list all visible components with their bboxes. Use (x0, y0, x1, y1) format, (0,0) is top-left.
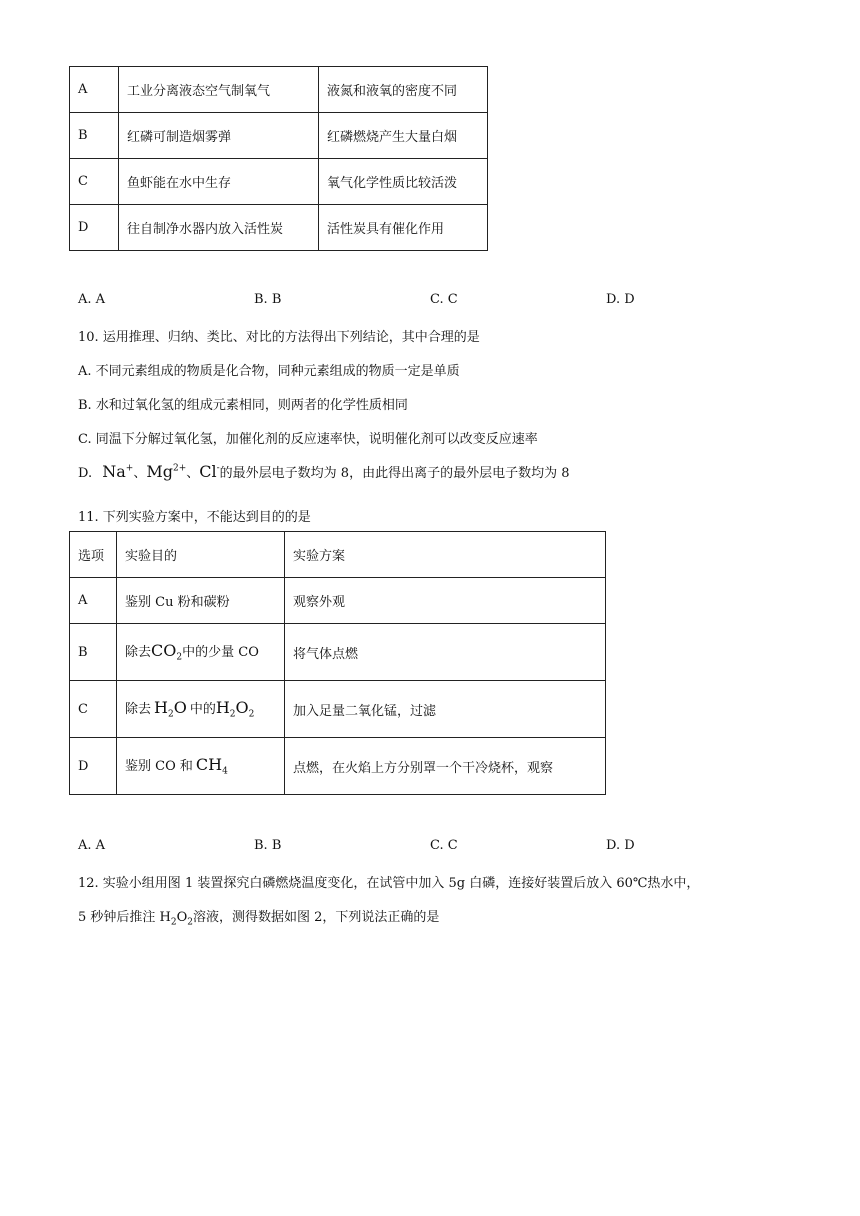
formula-subscript: 2 (187, 917, 194, 928)
row-plan: 点燃，在火焰上方分别罩一个干冷烧杯，观察 (285, 738, 606, 795)
q12-stem-line1: 12. 实验小组用图 1 装置探究白磷燃烧温度变化，在试管中加入 5g 白磷，连接好装置后放入 60℃热水中， (78, 876, 700, 891)
table-row (70, 624, 606, 681)
row-letter: A (70, 67, 119, 113)
goal-text: 鉴别 CO 和 (125, 759, 193, 775)
q9-options (78, 292, 778, 312)
formula-subscript: 2 (248, 709, 255, 720)
q11-table (69, 531, 606, 795)
formula-h2o2: H (215, 698, 230, 718)
formula-h2o2-o: O (235, 698, 249, 718)
q10-option-c[interactable]: C. 同温下分解过氧化氢，加催化剂的反应速率快，说明催化剂可以改变反应速率 (78, 432, 538, 447)
option-d[interactable]: D. D (606, 838, 635, 853)
goal-text: 除去 (125, 702, 152, 718)
row-plan: 将气体点燃 (285, 624, 606, 681)
row-letter: A (70, 578, 117, 624)
ion-cl (199, 462, 219, 481)
separator: 、 (186, 466, 200, 481)
row-goal (117, 624, 285, 681)
formula-h2o-o: O (173, 698, 187, 718)
row-plan: 观察外观 (285, 578, 606, 624)
table-row (70, 681, 606, 738)
goal-text: 中的少量 CO (182, 645, 259, 661)
table-row (70, 159, 488, 205)
ion-mg-charge: 2+ (172, 463, 187, 474)
row-goal: 鉴别 Cu 粉和碳粉 (117, 578, 285, 624)
stem-text: 溶液，测得数据如图 2，下列说法正确的是 (193, 910, 440, 925)
header-goal: 实验目的 (117, 532, 285, 578)
q11-stem: 11. 下列实验方案中，不能达到目的的是 (78, 510, 311, 525)
row-letter: D (70, 205, 119, 251)
row-reason: 氧气化学性质比较活泼 (319, 159, 488, 205)
ion-cl-charge: - (216, 463, 220, 474)
stem-text: O (176, 910, 188, 925)
table-row (70, 738, 606, 795)
table-row (70, 205, 488, 251)
row-fact: 红磷可制造烟雾弹 (119, 113, 319, 159)
q9-table (69, 66, 488, 251)
header-plan: 实验方案 (285, 532, 606, 578)
option-b[interactable]: B. B (254, 838, 282, 853)
row-letter: C (70, 681, 117, 738)
q10-option-b[interactable]: B. 水和过氧化氢的组成元素相同，则两者的化学性质相同 (78, 398, 408, 413)
formula-subscript: 2 (176, 652, 183, 663)
option-d[interactable]: D. D (606, 292, 635, 307)
option-a[interactable]: A. A (78, 292, 106, 307)
q10-stem: 10. 运用推理、归纳、类比、对比的方法得出下列结论，其中合理的是 (78, 330, 480, 345)
table-row (70, 113, 488, 159)
row-reason: 红磷燃烧产生大量白烟 (319, 113, 488, 159)
row-plan: 加入足量二氧化锰，过滤 (285, 681, 606, 738)
q10-option-a[interactable]: A. 不同元素组成的物质是化合物，同种元素组成的物质一定是单质 (78, 364, 460, 379)
option-b[interactable]: B. B (254, 292, 282, 307)
table-row (70, 578, 606, 624)
stem-text: 5 秒钟后推注 H (78, 910, 171, 925)
formula-subscript: 2 (170, 917, 177, 928)
formula-subscript: 2 (229, 709, 236, 720)
q10-option-d[interactable] (78, 462, 569, 481)
header-option: 选项 (70, 532, 117, 578)
table-header-row (70, 532, 606, 578)
formula-ch4: CH (195, 755, 223, 775)
row-goal (117, 681, 285, 738)
goal-text: 中的 (189, 702, 216, 718)
formula-subscript: 2 (167, 709, 174, 720)
formula-subscript: 4 (222, 766, 228, 777)
ion-na-charge: + (125, 463, 134, 474)
row-fact: 往自制净水器内放入活性炭 (119, 205, 319, 251)
formula-h2o: H (154, 698, 168, 718)
row-reason: 活性炭具有催化作用 (319, 205, 488, 251)
option-d-prefix: D. (78, 466, 93, 481)
ion-na-symbol: Na (102, 462, 126, 481)
row-letter: B (70, 113, 119, 159)
row-letter: B (70, 624, 117, 681)
option-c[interactable]: C. C (430, 292, 458, 307)
row-goal (117, 738, 285, 795)
q11-options (78, 838, 778, 858)
ion-na (102, 462, 133, 481)
formula-co2: CO (151, 641, 177, 661)
row-letter: C (70, 159, 119, 205)
row-reason: 液氮和液氧的密度不同 (319, 67, 488, 113)
option-c[interactable]: C. C (430, 838, 458, 853)
row-fact: 工业分离液态空气制氧气 (119, 67, 319, 113)
ion-mg-symbol: Mg (146, 462, 173, 481)
ion-cl-symbol: Cl (199, 462, 217, 481)
option-a[interactable]: A. A (78, 838, 106, 853)
option-d-rest: 的最外层电子数均为 8，由此得出离子的最外层电子数均为 8 (219, 466, 570, 481)
goal-text: 除去 (125, 645, 152, 661)
ion-mg (146, 462, 186, 481)
q12-stem-line2 (78, 906, 439, 928)
row-letter: D (70, 738, 117, 795)
table-row (70, 67, 488, 113)
row-fact: 鱼虾能在水中生存 (119, 159, 319, 205)
separator: 、 (133, 466, 147, 481)
